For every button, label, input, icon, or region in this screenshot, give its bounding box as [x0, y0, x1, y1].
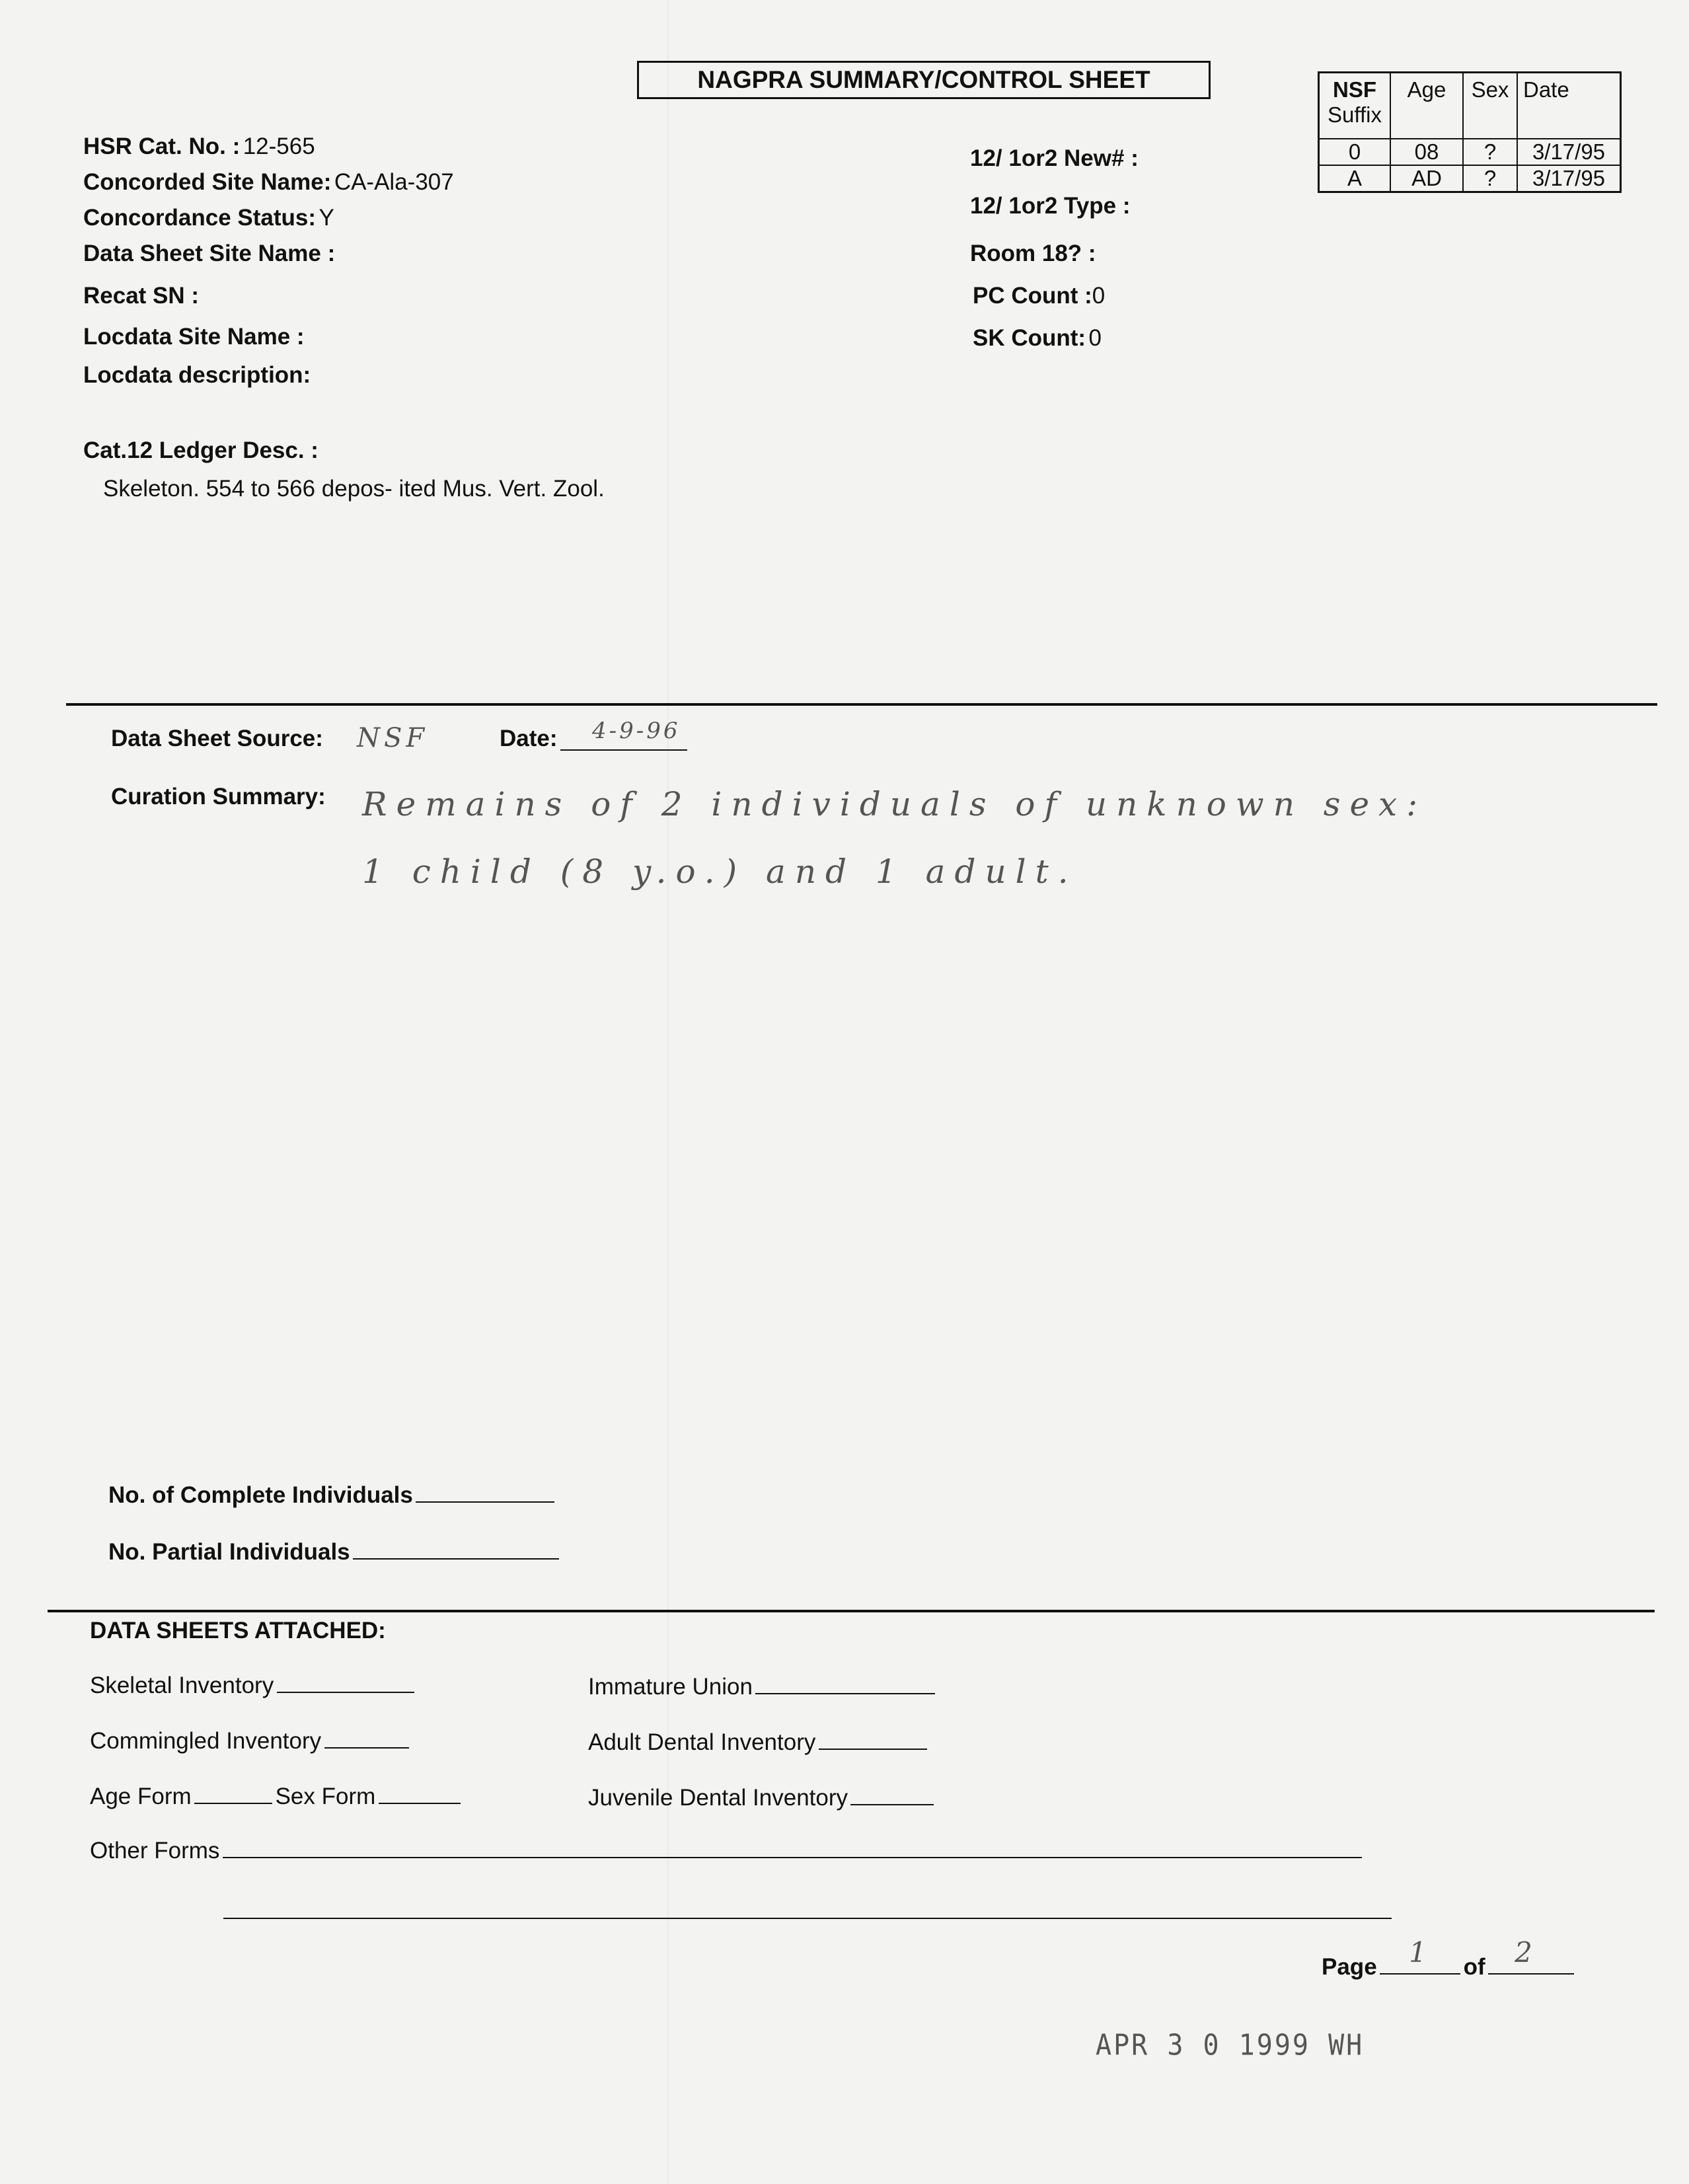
page-number-value: 1: [1409, 1936, 1436, 1969]
other-forms-row: [90, 1837, 1362, 1864]
nsf-suffix-header: [1319, 73, 1391, 139]
date-field: [560, 720, 687, 751]
skeletal-inventory-row: [90, 1672, 414, 1699]
nsf-table: [1318, 71, 1622, 193]
locdata-desc-label: Locdata description:: [83, 362, 311, 388]
date-cell: 3/17/95: [1517, 139, 1621, 165]
complete-individuals-field[interactable]: [416, 1482, 554, 1503]
locdata-site-label: Locdata Site Name :: [83, 324, 305, 350]
section-divider-bottom: [48, 1610, 1655, 1612]
age-form-label: Age Form: [90, 1784, 192, 1809]
sk-count-row: [973, 325, 1102, 352]
sex-cell: ?: [1463, 139, 1517, 165]
new-number-label: 12/ 1or2 New# :: [970, 145, 1139, 171]
sex-cell: ?: [1463, 165, 1517, 192]
concordance-status-row: [83, 205, 334, 231]
page-total-value: 2: [1515, 1936, 1542, 1969]
curation-summary-line1: Remains of 2 individuals of unknown sex:: [362, 785, 1427, 823]
data-sheet-source-value: NSF: [357, 723, 429, 753]
pc-count-row: [973, 283, 1105, 309]
adult-dental-label: Adult Dental Inventory: [588, 1729, 816, 1755]
ledger-label: Cat.12 Ledger Desc. :: [83, 437, 319, 463]
partial-individuals-row: [108, 1538, 559, 1565]
concordance-status-value: Y: [319, 205, 334, 231]
immature-union-row: [588, 1673, 935, 1700]
sk-count-value: 0: [1088, 325, 1102, 351]
suffix-cell: 0: [1319, 139, 1391, 165]
curation-summary-label: Curation Summary:: [111, 784, 326, 810]
table-row: [1319, 139, 1621, 165]
hsr-cat-no-label: HSR Cat. No. :: [83, 133, 241, 159]
partial-individuals-field[interactable]: [353, 1538, 559, 1560]
ledger-description: Skeleton. 554 to 566 depos- ited Mus. Vert. Zool.: [103, 476, 605, 502]
page-label: Page: [1322, 1954, 1377, 1980]
sex-form-field[interactable]: [379, 1783, 461, 1804]
recat-sn-label: Recat SN :: [83, 283, 200, 309]
pc-count-label: PC Count :: [973, 283, 1092, 309]
adult-dental-field[interactable]: [819, 1729, 927, 1750]
concorded-site-row: [83, 169, 454, 196]
juvenile-dental-label: Juvenile Dental Inventory: [588, 1785, 848, 1811]
date-header: Date: [1517, 73, 1621, 139]
commingled-inventory-row: [90, 1727, 409, 1754]
age-cell: 08: [1390, 139, 1463, 165]
page-total-field: [1488, 1936, 1574, 1975]
page-number-row: [1322, 1936, 1574, 1980]
page-title: NAGPRA SUMMARY/CONTROL SHEET: [637, 61, 1211, 99]
sex-form-label: Sex Form: [275, 1784, 376, 1809]
other-forms-label: Other Forms: [90, 1838, 220, 1864]
skeletal-inventory-label: Skeletal Inventory: [90, 1673, 274, 1698]
date-cell: 3/17/95: [1517, 165, 1621, 192]
data-sheet-source-label: Data Sheet Source:: [111, 726, 323, 751]
table-row: [1319, 165, 1621, 192]
concorded-site-label: Concorded Site Name:: [83, 169, 332, 195]
nsf-table-header-row: [1319, 73, 1621, 139]
attached-heading: DATA SHEETS ATTACHED:: [90, 1618, 386, 1643]
received-date-stamp: APR 3 0 1999 WH: [1096, 2028, 1365, 2062]
other-forms-second-line[interactable]: [223, 1918, 1392, 1919]
complete-individuals-row: [108, 1482, 554, 1509]
partial-individuals-label: No. Partial Individuals: [108, 1539, 350, 1565]
page-number-field: [1380, 1936, 1460, 1975]
immature-union-field[interactable]: [755, 1673, 935, 1694]
hsr-cat-no-row: [83, 133, 315, 160]
sex-header: Sex: [1463, 73, 1517, 139]
data-sheet-site-label: Data Sheet Site Name :: [83, 241, 336, 266]
juvenile-dental-row: [588, 1784, 934, 1811]
age-sex-form-row: [90, 1783, 461, 1810]
type-label: 12/ 1or2 Type :: [970, 193, 1131, 219]
sk-count-label: SK Count:: [973, 325, 1086, 351]
other-forms-field[interactable]: [223, 1837, 1362, 1858]
curation-summary-line2: 1 child (8 y.o.) and 1 adult.: [362, 852, 1078, 891]
section-divider-top: [66, 703, 1657, 706]
nsf-header-line1: NSF: [1333, 77, 1376, 102]
hsr-cat-no-value: 12-565: [243, 133, 315, 159]
concordance-status-label: Concordance Status:: [83, 205, 316, 231]
date-label: Date:: [500, 726, 558, 751]
suffix-cell: A: [1319, 165, 1391, 192]
nsf-header-line2: Suffix: [1328, 102, 1382, 127]
pc-count-value: 0: [1092, 283, 1106, 309]
concorded-site-value: CA-Ala-307: [334, 169, 454, 195]
age-form-field[interactable]: [194, 1783, 272, 1804]
room-label: Room 18? :: [970, 241, 1096, 266]
date-value: 4-9-96: [592, 718, 681, 744]
adult-dental-row: [588, 1729, 927, 1756]
commingled-inventory-field[interactable]: [324, 1727, 409, 1749]
commingled-inventory-label: Commingled Inventory: [90, 1728, 322, 1754]
complete-individuals-label: No. of Complete Individuals: [108, 1482, 413, 1508]
skeletal-inventory-field[interactable]: [277, 1672, 414, 1693]
immature-union-label: Immature Union: [588, 1674, 753, 1700]
juvenile-dental-field[interactable]: [850, 1784, 934, 1805]
age-cell: AD: [1390, 165, 1463, 192]
of-label: of: [1463, 1954, 1485, 1980]
age-header: Age: [1390, 73, 1463, 139]
